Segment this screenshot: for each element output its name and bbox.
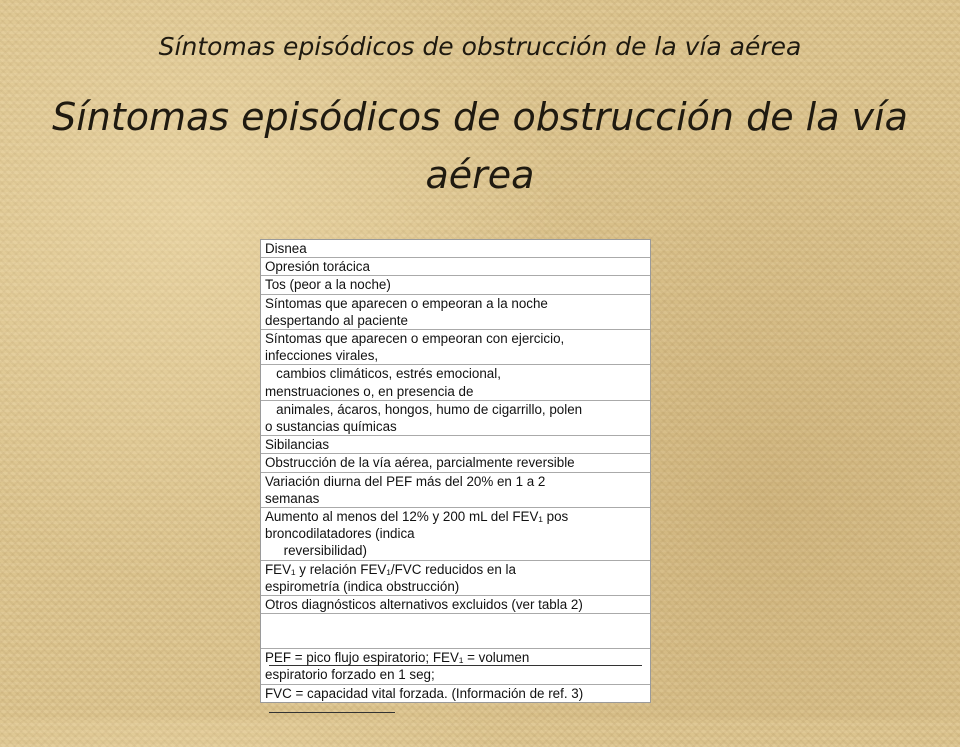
slide-small-title: Síntomas episódicos de obstrucción de la vía aérea bbox=[158, 32, 802, 61]
table-row-aumento-fev1: Aumento al menos del 12% y 200 mL del FEV₁ pos broncodilatadores (indica reversibilidad) bbox=[261, 508, 650, 561]
table-row-disnea: Disnea bbox=[261, 240, 650, 258]
footnote-rule bbox=[269, 712, 395, 713]
table-row-separator bbox=[261, 614, 650, 649]
table-row-fev1-fvc: FEV₁ y relación FEV₁/FVC reducidos en la espirometría (indica obstrucción) bbox=[261, 561, 650, 596]
table-row-obstruccion: Obstrucción de la vía aérea, parcialmente reversible bbox=[261, 454, 650, 472]
symptoms-table bbox=[260, 239, 651, 703]
table-row-alergenos: animales, ácaros, hongos, humo de cigarrillo, polen o sustancias químicas bbox=[261, 401, 650, 436]
table-row-tos: Tos (peor a la noche) bbox=[261, 276, 650, 294]
table-row-variacion-pef: Variación diurna del PEF más del 20% en 1 a 2 semanas bbox=[261, 473, 650, 508]
table-footnote-pef: PEF = pico flujo espiratorio; FEV₁ = volumen espiratorio forzado en 1 seg; bbox=[261, 649, 650, 684]
table-row-cambios-climaticos: cambios climáticos, estrés emocional, menstruaciones o, en presencia de bbox=[261, 365, 650, 400]
table-row-sintomas-noche: Síntomas que aparecen o empeoran a la noche despertando al paciente bbox=[261, 295, 650, 330]
table-row-sibilancias: Sibilancias bbox=[261, 436, 650, 454]
table-footnote-fvc: FVC = capacidad vital forzada. (Información de ref. 3) bbox=[265, 685, 584, 701]
table-row-otros-diagnosticos: Otros diagnósticos alternativos excluidos (ver tabla 2) bbox=[261, 596, 650, 614]
table-row-opresion: Opresión torácica bbox=[261, 258, 650, 276]
table-row-sintomas-ejercicio: Síntomas que aparecen o empeoran con ejercicio, infecciones virales, bbox=[261, 330, 650, 365]
slide-title: Síntomas episódicos de obstrucción de la vía aérea bbox=[52, 95, 908, 197]
